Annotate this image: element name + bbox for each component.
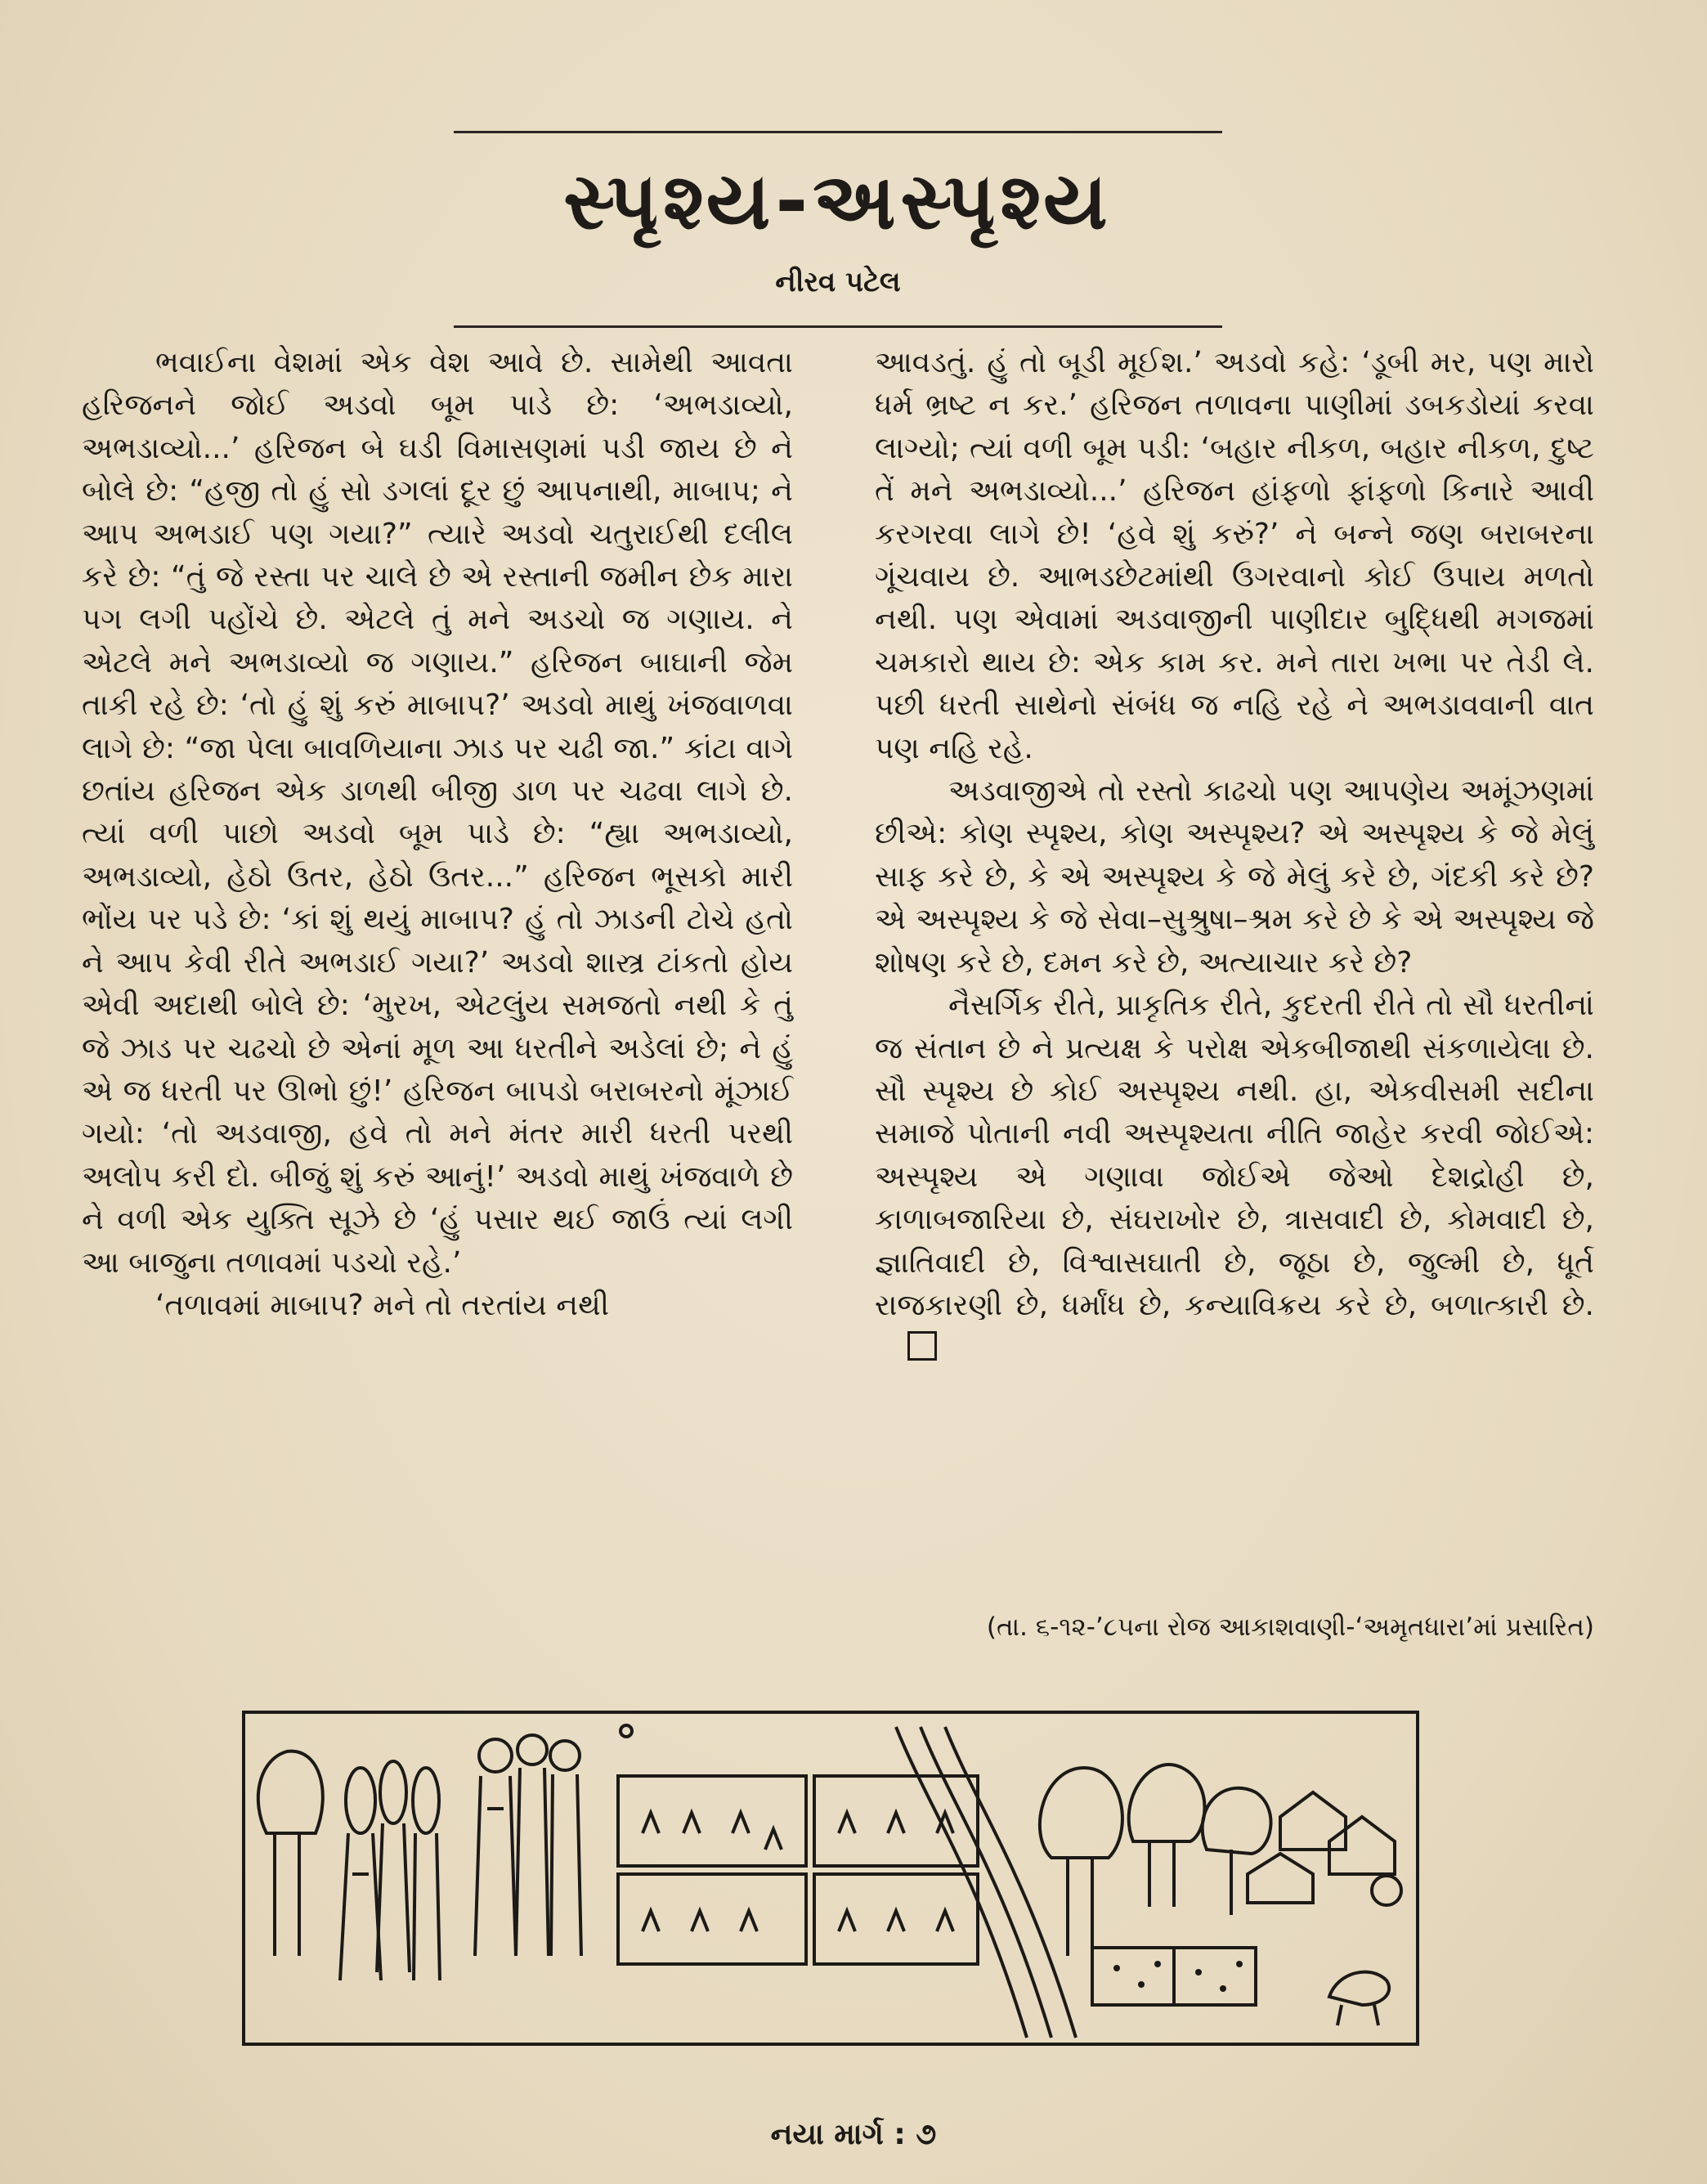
- article-title: સ્પૃશ્ય-અસ્પૃશ્ય: [563, 155, 1113, 247]
- people-group-icon: [340, 1761, 440, 1980]
- crop-fields-icon: [618, 1776, 978, 1964]
- animal-icon: [1329, 1972, 1389, 2025]
- paragraph: અડવાજીએ તો રસ્તો કાઢચો પણ આપણેય અમૂંઝણમાં છીએ: કોણ સ્પૃશ્ય, કોણ અસ્પૃશ્ય? એ અસ્પૃશ્ય કે જે મેલું સાફ કરે છે, કે એ અસ્પૃશ્ય કે જે મેલું કરે છે, ગંદકી કરે છે? એ અસ્પૃશ્ય કે જે સેવા–સુશ્રુષા–શ્રમ કરે છે કે એ અસ્પૃશ્ય જે શોષણ કરે છે, દમન કરે છે, અત્યાચાર કરે છે?: [875, 774, 1594, 980]
- houses-icon: [1248, 1792, 1401, 1905]
- article-author: નીરવ પટેલ: [775, 266, 901, 298]
- villagers-icon: [475, 1725, 632, 1956]
- right-column: [875, 342, 1594, 1370]
- trees-icon: [1040, 1765, 1271, 1956]
- tree-icon: [258, 1751, 323, 1956]
- page-footer: નયા માર્ગ : ૭: [770, 2118, 937, 2151]
- top-rule: [454, 131, 1222, 133]
- paragraph: આવડતું. હું તો બૂડી મૂઈશ.’ અડવો કહે: ‘ડૂબી મર, પણ મારો ધર્મ ભ્રષ્ટ ન કર.’ હરિજન તળાવના પાણીમાં ડબકડોયાં કરવા લાગ્યો; ત્યાં વળી બૂમ પડી: ‘બહાર નીકળ, બહાર નીકળ, દુષ્ટ તેં મને અભડાવ્યો...’ હરિજન હાંફળો ફાંફળો કિનારે આવી કરગરવા લાગે છે! ‘હવે શું કરું?’ ને બન્ને જણ બરાબરના ગૂંચવાય છે. આભડછેટમાંથી ઉગરવાનો કોઈ ઉપાય મળતો નથી. પણ એવામાં અડવાજીની પાણીદાર બુદ્ધિથી મગજમાં ચમકારો થાય છે: એક કામ કર. મને તારા ખભા પર તેડી લે. પછી ધરતી સાથેનો સંબંધ જ નહિ રહે ને અભડાવવાની વાત પણ નહિ રહે.: [875, 346, 1594, 765]
- river-icon: [896, 1727, 1076, 2038]
- paragraph: [875, 984, 1594, 1370]
- paragraph-text: નૈસર્ગિક રીતે, પ્રાકૃતિક રીતે, કુદરતી રીતે તો સૌ ધરતીનાં જ સંતાન છે ને પ્રત્યક્ષ કે પરોક્ષ એકબીજાથી સંકળાયેલા છે. સૌ સ્પૃશ્ય છે કોઈ અસ્પૃશ્ય નથી. હા, એકવીસમી સદીના સમાજે પોતાની નવી અસ્પૃશ્યતા નીતિ જાહેર કરવી જોઈએ: અસ્પૃશ્ય એ ગણાવા જોઈએ જેઓ દેશદ્રોહી છે, કાળાબજારિયા છે, સંઘરાખોર છે, ત્રાસવાદી છે, કોમવાદી છે, જ્ઞાતિવાદી છે, વિશ્વાસઘાતી છે, જૂઠા છે, જુલ્મી છે, ધૂર્ત રાજકારણી છે, ધર્માંધ છે, કન્યાવિક્રય કરે છે, બળાત્કારી છે.: [875, 989, 1594, 1322]
- illustration-frame: [244, 1712, 1418, 2044]
- paragraph: ભવાઈના વેશમાં એક વેશ આવે છે. સામેથી આવતા હરિજનને જોઈ અડવો બૂમ પાડે છે: ‘અભડાવ્યો, અભડાવ્યો...’ હરિજન બે ઘડી વિમાસણમાં પડી જાય છે ને બોલે છે: “હજી તો હું સો ડગલાં દૂર છું આપનાથી, માબાપ; ને આપ અભડાઈ પણ ગયા?” ત્યારે અડવો ચતુરાઈથી દલીલ કરે છે: “તું જે રસ્તા પર ચાલે છે એ રસ્તાની જમીન છેક મારા પગ લગી પહોંચે છે. એટલે તું મને અડચો જ ગણાય. ને એટલે મને અભડાવ્યો જ ગણાય.” હરિજન બાઘાની જેમ તાકી રહે છે: ‘તો હું શું કરું માબાપ?’ અડવો માથું ખંજવાળવા લાગે છે: “જા પેલા બાવળિયાના ઝાડ પર ચઢી જા.” કાંટા વાગે છતાંય હરિજન એક ડાળથી બીજી ડાળ પર ચઢવા લાગે છે. ત્યાં વળી પાછો અડવો બૂમ પાડે છે: “હ્યા અભડાવ્યો, અભડાવ્યો, હેઠો ઉતર, હેઠો ઉતર...” હરિજન ભૂસકો મારી ભોંય પર પડે છે: ‘કાં શું થયું માબાપ? હું તો ઝાડની ટોચે હતો ને આપ કેવી રીતે અભડાઈ ગયા?’ અડવો શાસ્ત્ર ટાંકતો હોય એવી અદાથી બોલે છે: ‘મુરખ, એટલુંય સમજતો નથી કે તું જે ઝાડ પર ચઢચો છે એનાં મૂળ આ ધરતીને અડેલાં છે; ને હું એ જ ધરતી પર ઊભો છું!’ હરિજન બાપડો બરાબરનો મૂંઝાઈ ગયો: ‘તો અડવાજી, હવે તો મને મંતર મારી ધરતી પરથી અલોપ કરી દો. બીજું શું કરું આનું!’ અડવો માથું ખંજવાળે છે ને વળી એક યુક્તિ સૂઝે છે ‘હું પસાર થઈ જાઉં ત્યાં લગી આ બાજુના તળાવમાં પડચો રહે.’: [82, 346, 793, 1280]
- title-bottom-rule: [454, 325, 1222, 328]
- broadcast-source-note: (તા. ૬-૧૨-’૮૫ના રોજ આકાશવાણી-‘અમૃતધારા’માં પ્રસારિત): [986, 1612, 1594, 1642]
- village-landscape-illustration: [242, 1711, 1419, 2046]
- end-mark-icon: [907, 1331, 937, 1361]
- paragraph: ‘તળાવમાં માબાપ? મને તો તરતાંય નથી: [155, 1288, 610, 1322]
- dotted-field-icon: [1092, 1948, 1256, 2005]
- left-column: [82, 342, 793, 1327]
